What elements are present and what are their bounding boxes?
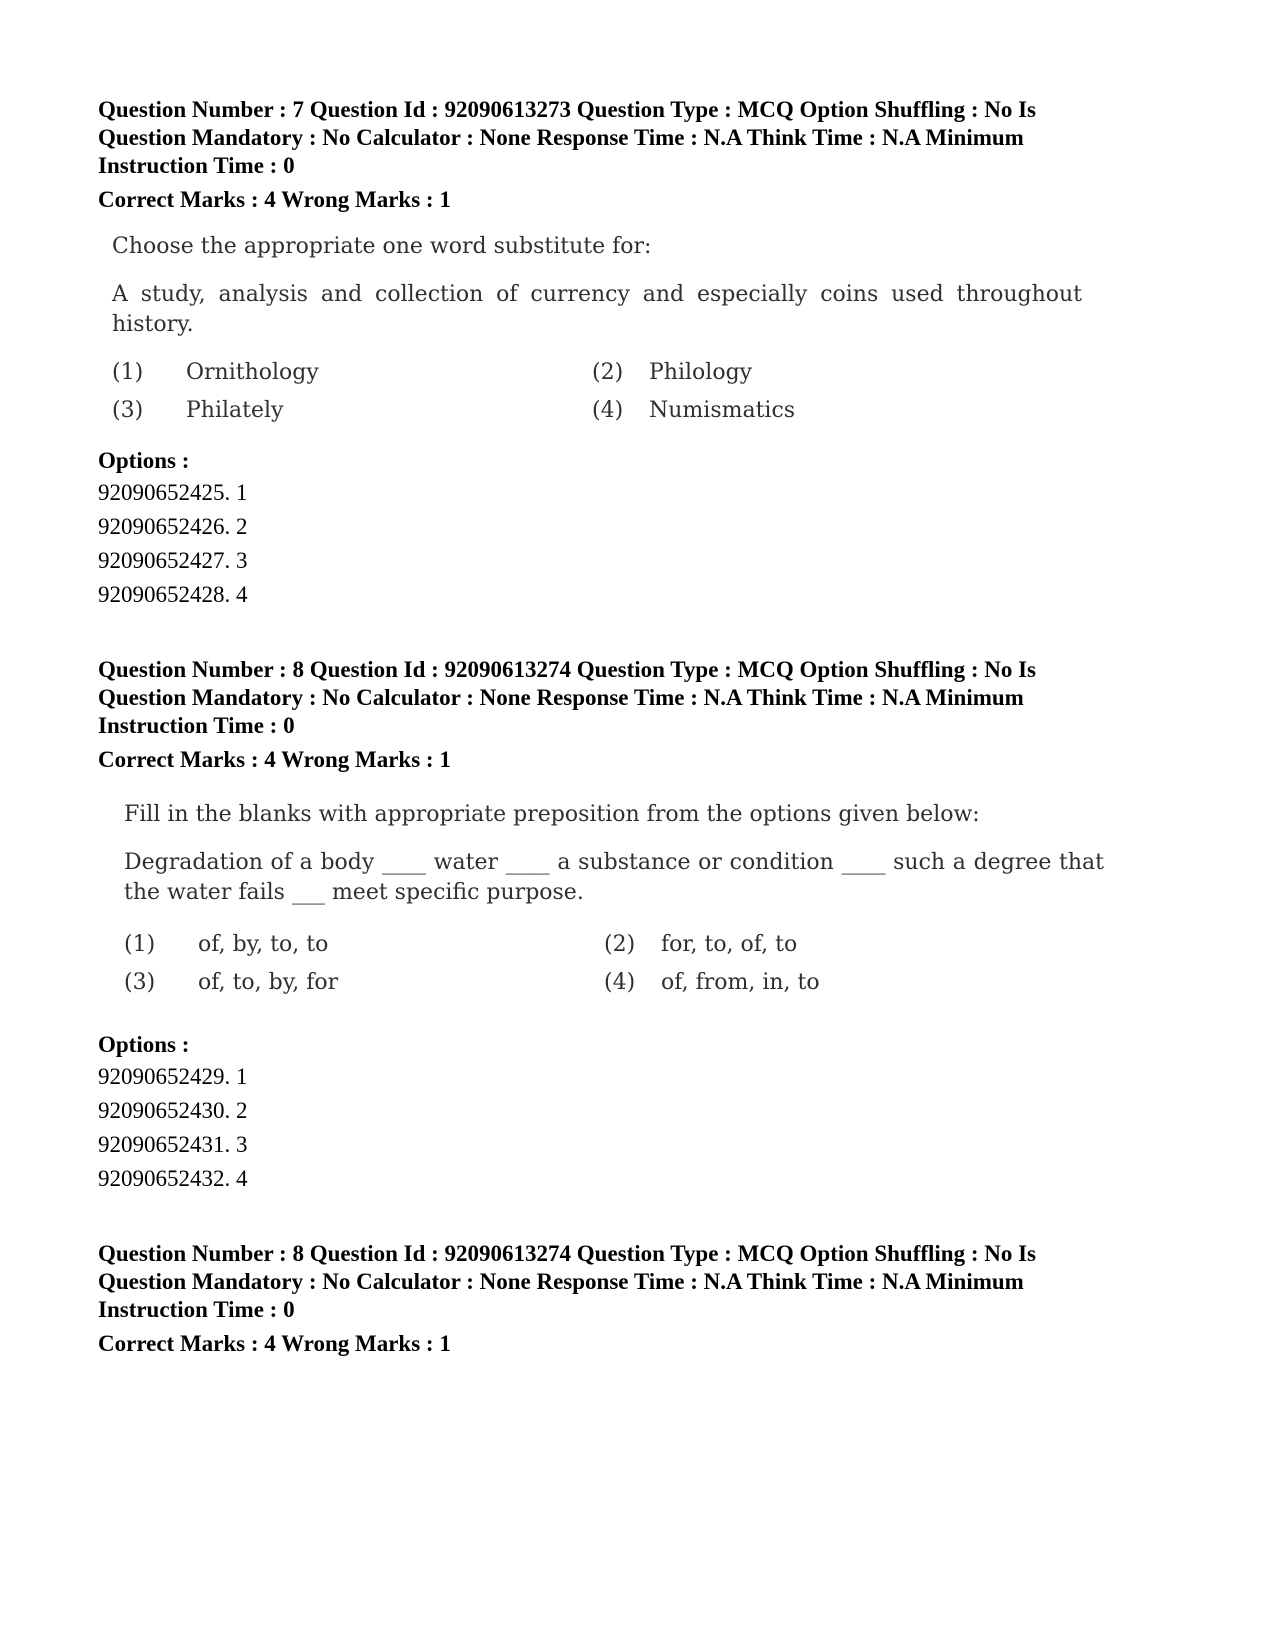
question-prompt: Choose the appropriate one word substitute for: [112, 234, 652, 259]
choice-number: (3) [112, 398, 144, 423]
question-8-body [124, 800, 1104, 998]
option-row: 92090652429. 1 [98, 1064, 248, 1089]
option-row: 92090652431. 3 [98, 1132, 248, 1157]
choice-label: of, by, to, to [198, 932, 329, 957]
option-row: 92090652427. 3 [98, 548, 248, 573]
choice-number: (4) [604, 970, 636, 995]
choice-number: (2) [604, 932, 636, 957]
options-title: Options : [98, 448, 190, 473]
marks-line: Correct Marks : 4 Wrong Marks : 1 [98, 1331, 451, 1356]
choice-label: of, to, by, for [198, 970, 339, 995]
option-row: 92090652430. 2 [98, 1098, 248, 1123]
choice-label: for, to, of, to [661, 932, 798, 957]
question-prompt: Fill in the blanks with appropriate preposition from the options given below: [124, 802, 980, 827]
question-7-options [98, 446, 1123, 612]
choice-3 [124, 968, 604, 998]
choice-grid [112, 358, 1082, 426]
question-8-options [98, 1030, 1123, 1196]
choice-label: Ornithology [186, 360, 319, 385]
choice-label: Numismatics [649, 398, 796, 423]
question-7-meta [98, 96, 1123, 214]
options-title: Options : [98, 1032, 190, 1057]
choice-label: of, from, in, to [661, 970, 820, 995]
option-row: 92090652428. 4 [98, 582, 248, 607]
choice-number: (4) [592, 398, 624, 423]
question-header: Question Number : 7 Question Id : 92090613273 Question Type : MCQ Option Shuffling : No Is Question Mandatory : No Calculator : None Response Time : N.A Think Time : N.A Minimum Instruction Time : 0 [98, 97, 1037, 178]
choice-2 [592, 358, 1082, 388]
option-row: 92090652432. 4 [98, 1166, 248, 1191]
choice-label: Philology [649, 360, 753, 385]
question-8-repeat-meta [98, 1240, 1123, 1358]
choice-number: (1) [112, 360, 144, 385]
choice-1 [112, 358, 592, 388]
question-text: Degradation of a body ____ water ____ a substance or condition ____ such a degree that the water fails ___ meet specific purpose. [124, 850, 1104, 905]
question-8-meta [98, 656, 1123, 774]
choice-4 [592, 396, 1082, 426]
choice-1 [124, 930, 604, 960]
choice-2 [604, 930, 1104, 960]
choice-grid [124, 930, 1104, 998]
question-text: A study, analysis and collection of currency and especially coins used throughout history. [112, 282, 1082, 337]
choice-number: (1) [124, 932, 156, 957]
choice-3 [112, 396, 592, 426]
choice-label: Philately [186, 398, 284, 423]
question-header: Question Number : 8 Question Id : 92090613274 Question Type : MCQ Option Shuffling : No Is Question Mandatory : No Calculator : None Response Time : N.A Think Time : N.A Minimum Instruction Time : 0 [98, 1241, 1037, 1322]
marks-line: Correct Marks : 4 Wrong Marks : 1 [98, 187, 451, 212]
choice-number: (3) [124, 970, 156, 995]
choice-number: (2) [592, 360, 624, 385]
marks-line: Correct Marks : 4 Wrong Marks : 1 [98, 747, 451, 772]
question-header: Question Number : 8 Question Id : 92090613274 Question Type : MCQ Option Shuffling : No Is Question Mandatory : No Calculator : None Response Time : N.A Think Time : N.A Minimum Instruction Time : 0 [98, 657, 1037, 738]
option-row: 92090652426. 2 [98, 514, 248, 539]
option-row: 92090652425. 1 [98, 480, 248, 505]
choice-4 [604, 968, 1104, 998]
question-7-body [112, 232, 1082, 426]
